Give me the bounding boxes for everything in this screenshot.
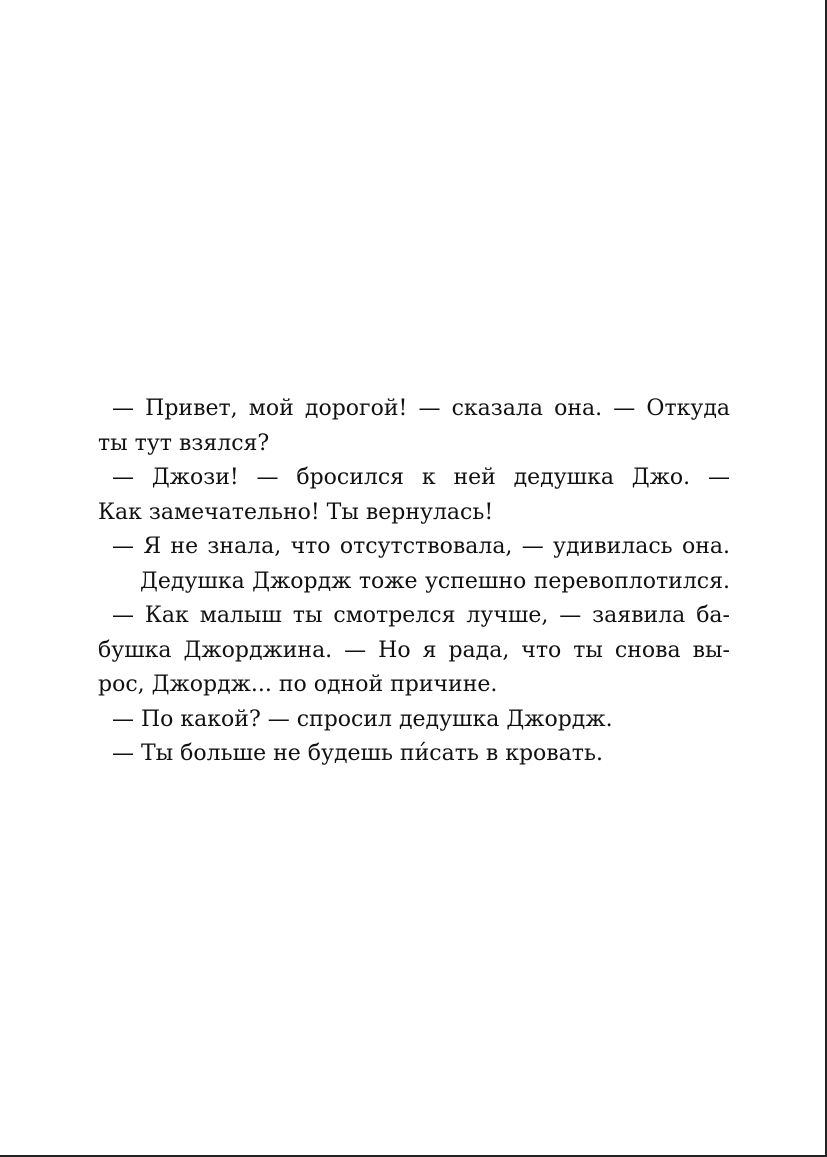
body-text	[98, 392, 730, 772]
text-line: — Привет, мой дорогой! — сказала она. — Откуда	[112, 396, 730, 421]
text-line: — Джози! — бросился к ней дедушка Джо. —	[112, 465, 730, 490]
text-line: бушка Джорджина. — Но я рада, что ты снова вы-	[98, 637, 730, 663]
text-line: рос, Джордж... по одной причине.	[98, 672, 498, 697]
text-line: ты тут взялся?	[98, 430, 270, 456]
text-line: — Как малыш ты смотрелся лучше, — заявила ба-	[112, 603, 730, 628]
text-line: — Ты больше не будешь пи́сать в кровать.	[112, 741, 603, 766]
text-line: — По какой? — спросил дедушка Джордж.	[112, 706, 613, 732]
text-line: Дедушка Джордж тоже успешно перевоплотился.	[140, 568, 730, 594]
text-line: Как замечательно! Ты вернулась!	[98, 499, 494, 525]
text-line: — Я не знала, что отсутствовала, — удивилась она.	[112, 534, 730, 559]
